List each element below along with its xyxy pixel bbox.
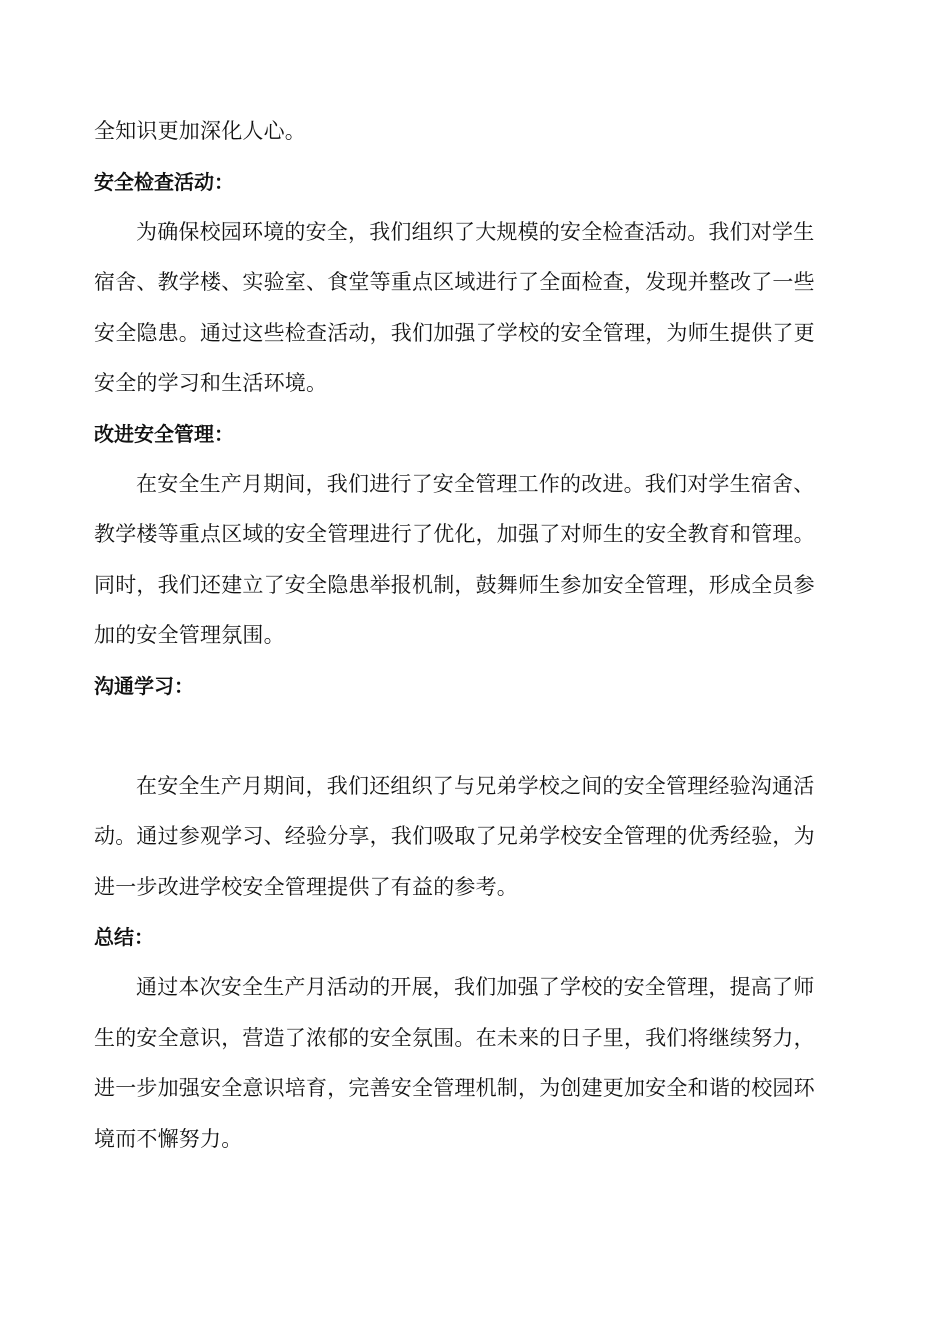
section-heading: 改进安全管理： bbox=[94, 421, 234, 446]
paragraph-line: 为确保校园环境的安全，我们组织了大规模的安全检查活动。我们对学生 bbox=[136, 219, 815, 244]
paragraph-line: 安全隐患。通过这些检查活动，我们加强了学校的安全管理，为师生提供了更 bbox=[94, 320, 815, 345]
section-heading: 总结： bbox=[94, 925, 154, 949]
continued-paragraph-line: 全知识更加深化人心。 bbox=[94, 119, 306, 143]
blank-line bbox=[94, 711, 856, 761]
paragraph-line: 动。通过参观学习、经验分享，我们吸取了兄弟学校安全管理的优秀经验，为 bbox=[94, 824, 815, 848]
paragraph-line: 进一步改进学校安全管理提供了有益的参考。 bbox=[94, 874, 518, 899]
paragraph-line: 安全的学习和生活环境。 bbox=[94, 371, 328, 395]
section-improve-management bbox=[94, 409, 856, 661]
paragraph-line: 在安全生产月期间，我们还组织了与兄弟学校之间的安全管理经验沟通活 bbox=[136, 773, 815, 798]
paragraph-line: 生的安全意识，营造了浓郁的安全氛围。在未来的日子里，我们将继续努力， bbox=[94, 1025, 815, 1050]
section-communication-learning bbox=[94, 661, 856, 913]
paragraph-line: 宿舍、教学楼、实验室、食堂等重点区域进行了全面检查，发现并整改了一些 bbox=[94, 270, 815, 294]
section-safety-inspection bbox=[94, 157, 856, 409]
paragraph-line: 在安全生产月期间，我们进行了安全管理工作的改进。我们对学生宿舍、 bbox=[136, 471, 815, 496]
section-heading: 沟通学习： bbox=[94, 673, 194, 698]
paragraph-line: 进一步加强安全意识培育，完善安全管理机制，为创建更加安全和谐的校园环 bbox=[94, 1076, 815, 1100]
section-summary bbox=[94, 912, 856, 1164]
paragraph-line: 同时，我们还建立了安全隐患举报机制，鼓舞师生参加安全管理，形成全员参 bbox=[94, 572, 815, 597]
paragraph-line: 教学楼等重点区域的安全管理进行了优化，加强了对师生的安全教育和管理。 bbox=[94, 522, 815, 546]
section-heading: 安全检查活动： bbox=[94, 169, 234, 194]
paragraph-line: 加的安全管理氛围。 bbox=[94, 623, 285, 647]
paragraph-line: 境而不懈努力。 bbox=[94, 1126, 243, 1151]
document-body bbox=[94, 106, 856, 1164]
paragraph-line: 通过本次安全生产月活动的开展，我们加强了学校的安全管理，提高了师 bbox=[136, 975, 815, 999]
